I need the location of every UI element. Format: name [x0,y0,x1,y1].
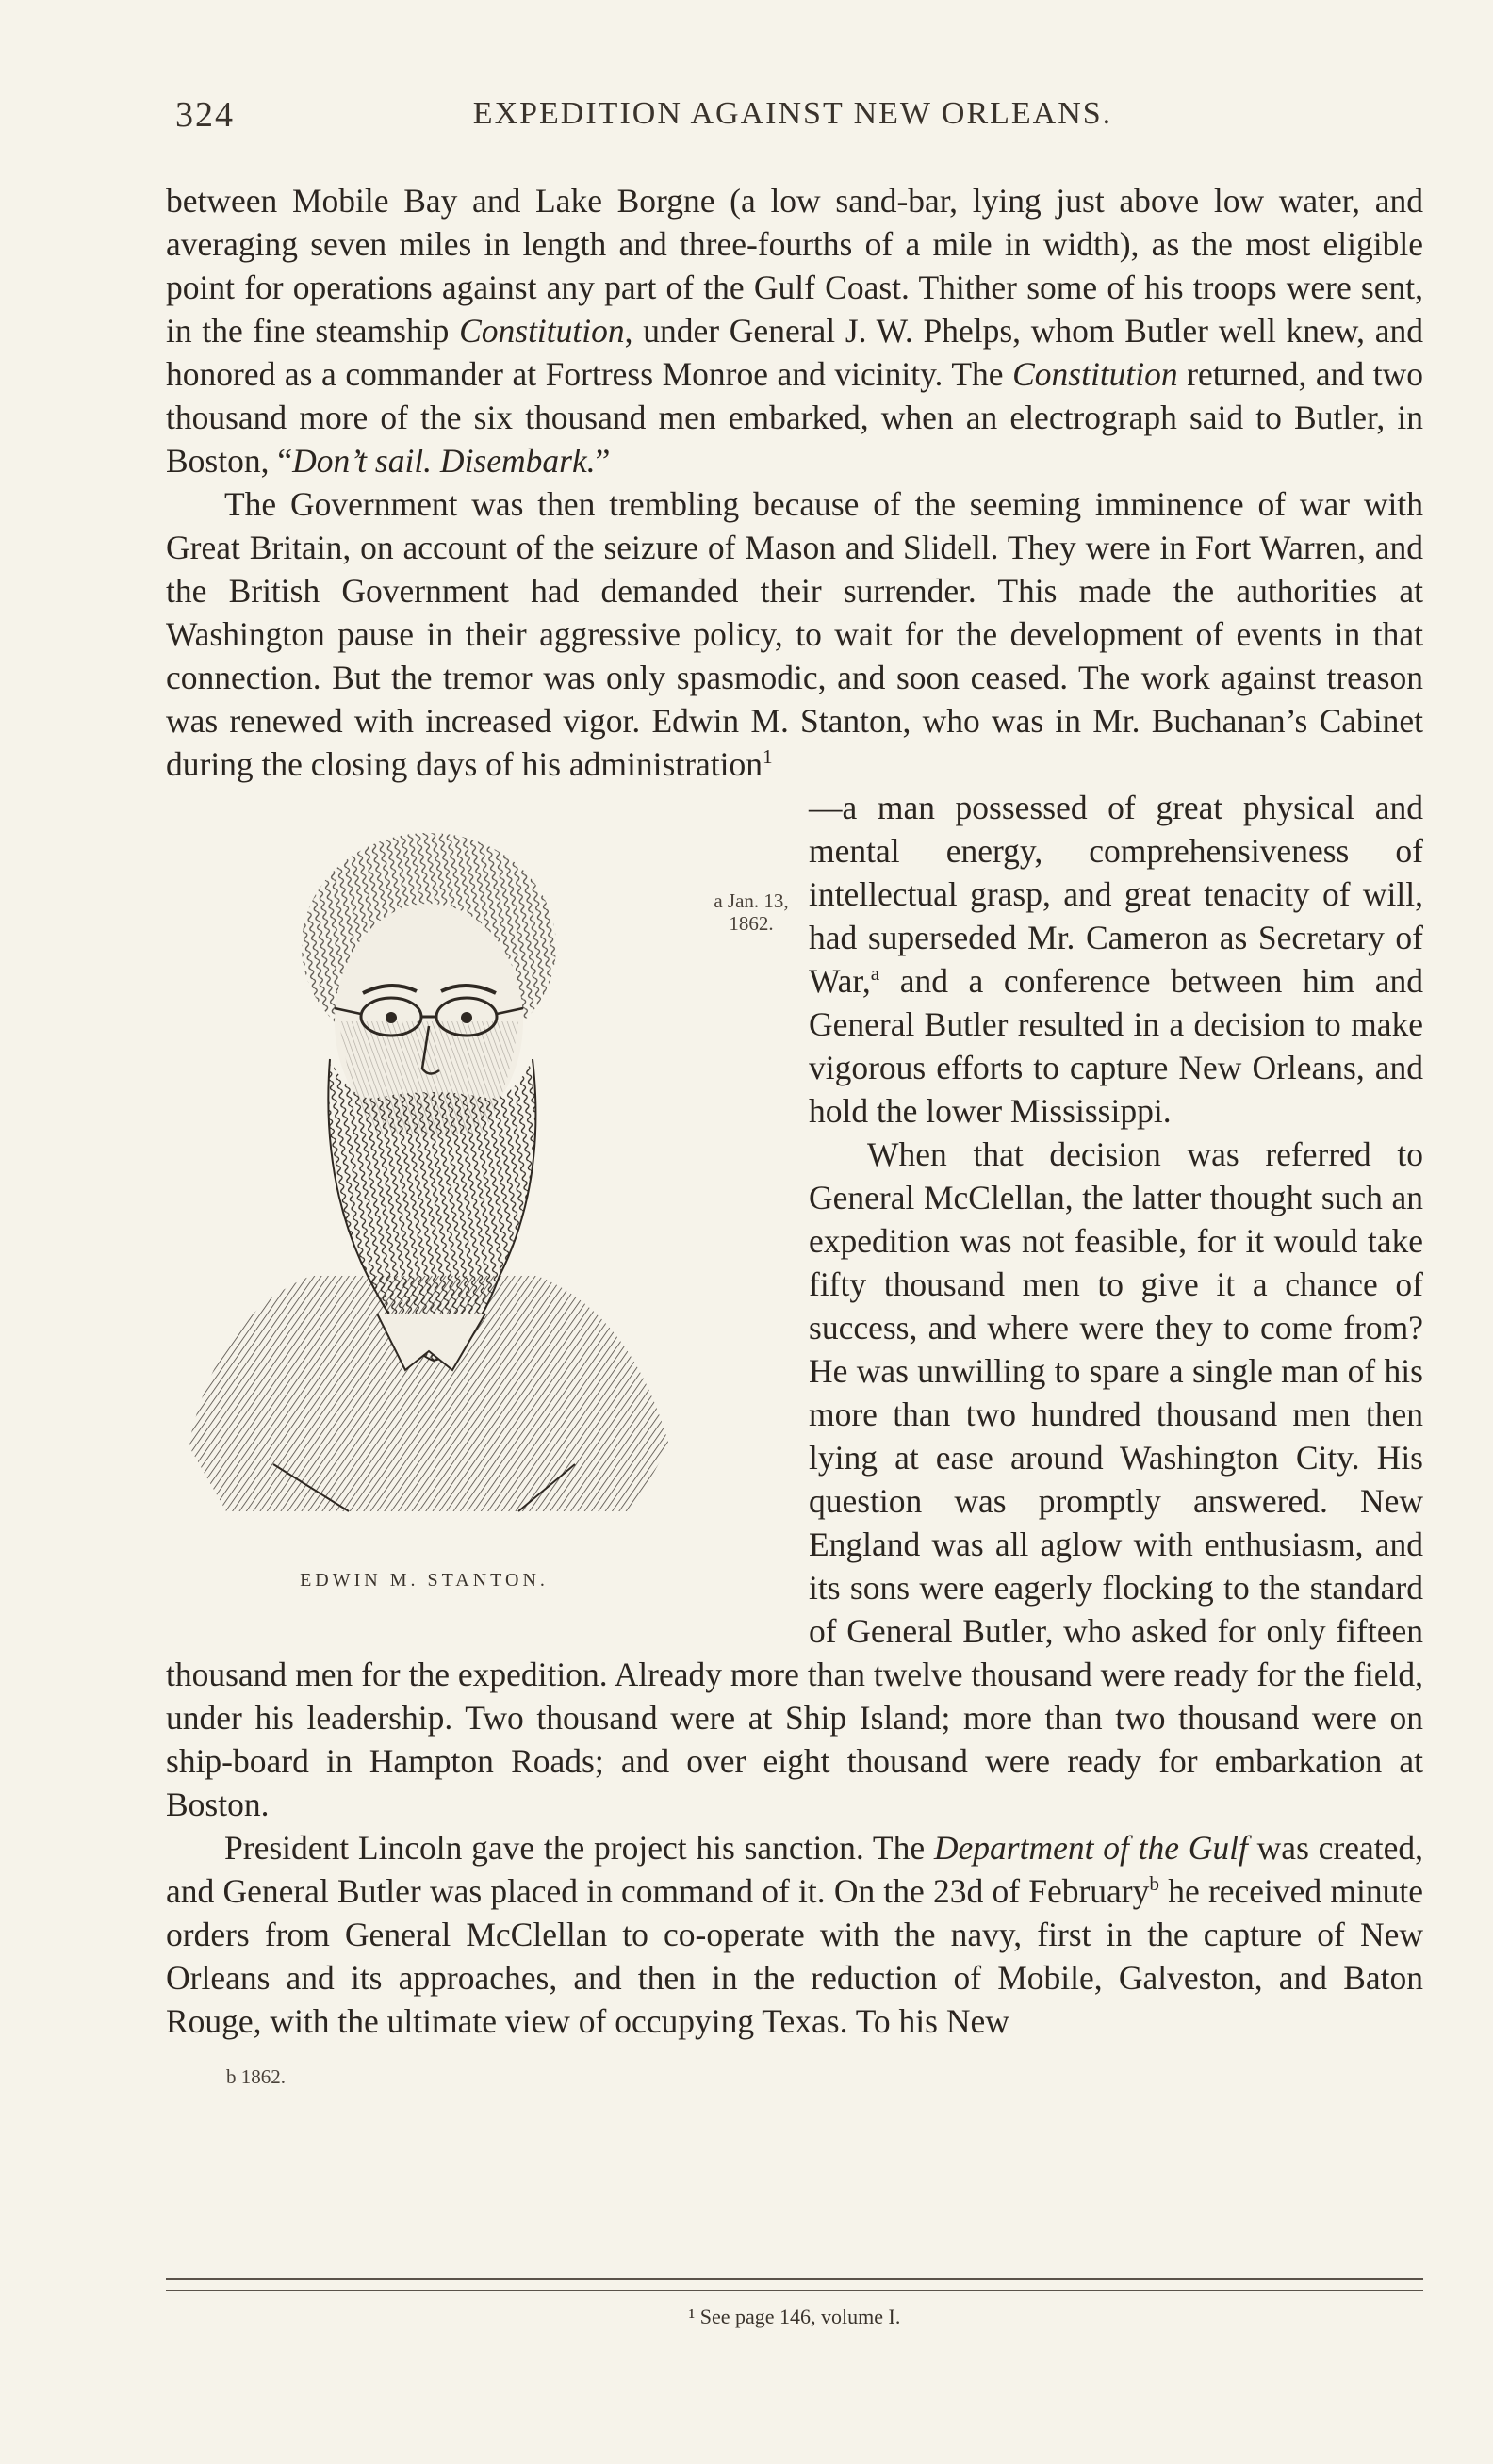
para1-text-1: between Mobile Bay and Lake Borgne (a low sand-bar, lying just above low water, and averaging seven miles in length and three-fourths of a mile in width), as the most eligible point for operations against any part of the Gulf Coast. Thither some of his troops were sent, in the fine steamship [166,182,1423,350]
page-header [162,94,1423,141]
ship-name-2: Constitution [1012,355,1178,393]
para4-text-2: was created, and General Butler was placed in command of it. On the 23d of February [166,1829,1423,1910]
para4-text-1: President Lincoln gave the project his sanction. The [224,1829,934,1867]
footnote: ¹ See page 146, volume I. [688,2305,901,2328]
paragraph-1 [166,179,1423,482]
footnote-ref: 1 [763,745,773,769]
para2-text-1: The Government was then trembling because of the seeming imminence of war with Great Britain, on account of the seizure of Mason and Slidell. They were in Fort Warren, and the British Government had demanded their surrender. This made the authorities at Washington pause in their aggressive policy, to wait for the development of events in that connection. But the tremor was only spasmodic, and soon ceased. The work against treason was renewed with increased vigor. Edwin M. Stanton, who was in Mr. Buchanan’s Cabinet during the closing days of his administration [166,485,1423,783]
body-text [166,179,1423,2043]
margin-note-a-text: a Jan. 13, 1862. [714,889,789,935]
paragraph-4 [166,1826,1423,2043]
stanton-portrait-engraving [160,786,688,1558]
department-name: Department of the Gulf [933,1829,1248,1867]
para1-text-3: returned, and two thousand more of the six thousand men embarked, when an electrograph said to Butler, in Boston, “ [166,355,1423,480]
page-number: 324 [175,95,235,135]
para1-text-2: , under General J. W. Phelps, whom Butler well knew, and honored as a commander at Fortress Monroe and vicinity. The [166,312,1423,393]
note-ref-a: a [870,962,880,986]
portrait-caption: EDWIN M. STANTON. [300,1570,549,1591]
telegraph-quote: Don’t sail. Disembark. [292,442,596,480]
para4-text-3: he received minute orders from General McClellan to co-operate with the navy, first in the capture of New Orleans and its approaches, and then in the reduction of Mobile, Galveston, and Baton Rouge, with the ultimate view of occupying Texas. To his New [166,1872,1423,2040]
footnote-rule-top [166,2278,1423,2280]
ship-name-1: Constitution [459,312,625,350]
para2-text-2: —a man possessed of great physical and mental energy, comprehensiveness of intellectual grasp, and great tenacity of will, had superseded Mr. Cameron as Secretary of War, [809,789,1423,1000]
margin-note-b: b 1862. [226,2065,286,2088]
portrait-figure [160,786,809,1617]
paragraph-3: When that decision was referred to General McClellan, the latter thought such an expedition was not feasible, for it would take fifty thousand men to give it a chance of success, and where were they to come from? He was unwilling to spare a single man of his more than two hundred thousand men then lying at ease around Washington City. His question was promptly answered. New England was all aglow with enthusiasm, and its sons were eagerly flocking to the standard of General Butler, who asked for only fifteen thousand men for the expedition. Already more than twelve thousand were ready for the field, under his leadership. Two thousand were at Ship Island; more than two thousand were on ship-board in Hampton Roads; and over eight thousand were ready for embarkation at Boston. [166,1135,1423,1823]
note-ref-b: b [1149,1872,1160,1896]
margin-note-a [699,889,803,935]
paragraph-2 [166,482,1423,786]
running-title: EXPEDITION AGAINST NEW ORLEANS. [472,96,1113,131]
footnote-rule-bottom [166,2290,1423,2291]
para2-text-3: and a conference between him and General Butler resulted in a decision to make vigorous efforts to capture New Orleans, and hold the lower Mississippi. [809,962,1423,1130]
para1-text-4: ” [595,442,611,480]
